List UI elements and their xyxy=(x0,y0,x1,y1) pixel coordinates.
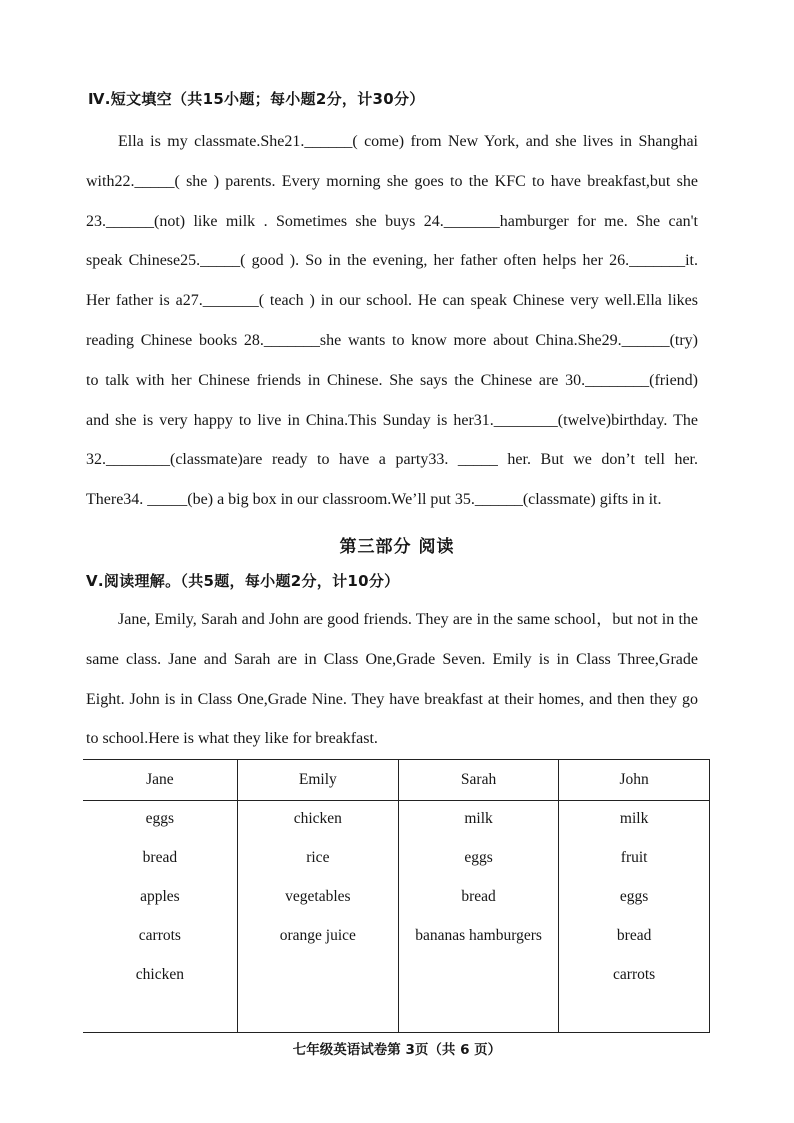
column-header: Emily xyxy=(237,760,398,801)
reading-passage xyxy=(86,600,698,759)
food-item: orange juice xyxy=(279,927,356,944)
breakfast-table xyxy=(83,759,710,1033)
passage-line: Her father is a27._______( teach ) in our school. He can speak Chinese very well.Ella likes xyxy=(86,292,698,310)
food-item: carrots xyxy=(613,966,656,983)
passage-line: to talk with her Chinese friends in Chinese. She says the Chinese are 30.________(friend) xyxy=(86,371,698,389)
food-item: bananas hamburgers xyxy=(415,927,542,944)
food-item: eggs xyxy=(464,849,493,866)
sarah-foods xyxy=(398,801,558,1033)
table-header-row xyxy=(83,760,710,801)
column-header: Jane xyxy=(83,760,237,801)
page-footer: 七年级英语试卷第 3页（共 6 页） xyxy=(292,1042,502,1058)
food-item: fruit xyxy=(620,849,648,866)
emily-foods xyxy=(237,801,398,1033)
passage-line: speak Chinese25._____( good ). So in the evening, her father often helps her 26._______it. xyxy=(86,252,698,270)
passage-line: Ella is my classmate.She21.______( come) from New York, and she lives in Shanghai xyxy=(118,133,698,150)
fill-in-passage xyxy=(86,122,698,520)
john-foods xyxy=(559,801,710,1033)
food-item: apples xyxy=(140,888,180,905)
passage-line: Jane, Emily, Sarah and John are good friends. They are in the same school，but not in the xyxy=(118,611,699,628)
passage-line: There34. _____(be) a big box in our classroom.We’ll put 35.______(classmate) gifts in it. xyxy=(86,491,662,509)
food-item: eggs xyxy=(619,888,649,905)
passage-line: Eight. John is in Class One,Grade Nine. They have breakfast at their homes, and then they go xyxy=(86,690,698,708)
part-three-title: 第三部分 阅读 xyxy=(339,537,455,557)
food-item: bread xyxy=(461,888,496,905)
passage-line: 32.________(classmate)are ready to have a party33. _____ her. But we don’t tell her. xyxy=(86,451,698,469)
column-header: John xyxy=(559,760,710,801)
food-item: vegetables xyxy=(285,888,351,905)
passage-line: to school.Here is what they like for breakfast. xyxy=(86,730,378,748)
section-v-heading: Ⅴ.阅读理解。（共5题，每小题2分，计10分） xyxy=(86,572,400,590)
food-item: milk xyxy=(464,810,493,827)
food-item: milk xyxy=(619,810,649,827)
passage-line: reading Chinese books 28._______she wants to know more about China.She29.______(try) xyxy=(86,331,698,349)
passage-line: same class. Jane and Sarah are in Class One,Grade Seven. Emily is in Class Three,Grade xyxy=(86,650,698,668)
table-row xyxy=(83,801,710,1033)
passage-line: 23.______(not) like milk . Sometimes she buys 24._______hamburger for me. She can't xyxy=(86,212,698,230)
section-iv-heading: Ⅳ.短文填空（共15小题；每小题2分，计30分） xyxy=(88,90,425,108)
food-item: chicken xyxy=(135,966,184,983)
food-item: chicken xyxy=(293,810,342,827)
food-item: bread xyxy=(616,927,652,944)
jane-foods xyxy=(83,801,237,1033)
column-header: Sarah xyxy=(398,760,558,801)
passage-line: and she is very happy to live in China.This Sunday is her31.________(twelve)birthday. The xyxy=(86,411,698,429)
food-item: rice xyxy=(306,849,330,866)
food-item: carrots xyxy=(138,927,181,944)
food-item: eggs xyxy=(145,810,175,827)
food-item: bread xyxy=(142,849,178,866)
passage-line: with22._____( she ) parents. Every morning she goes to the KFC to have breakfast,but she xyxy=(86,172,698,190)
